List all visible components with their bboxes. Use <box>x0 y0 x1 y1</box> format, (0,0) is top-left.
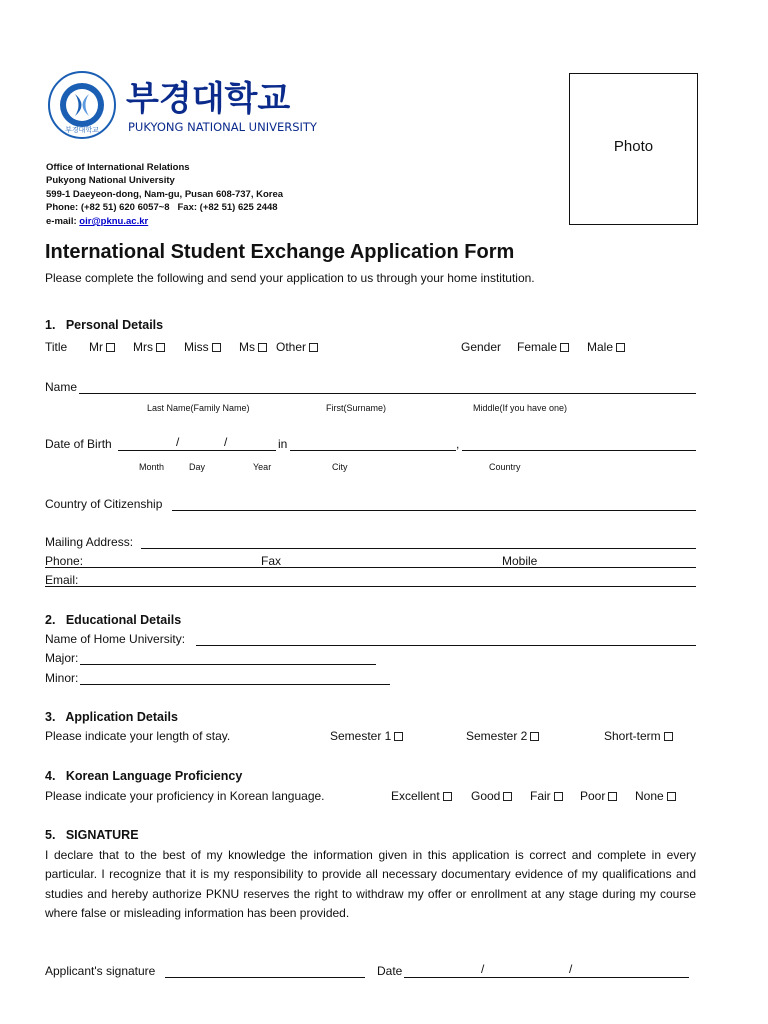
section-personal-heading: 1. Personal Details <box>45 318 164 332</box>
dob-sublabel-country: Country <box>489 462 521 472</box>
gender-label: Gender <box>461 340 502 354</box>
title-label: Title <box>45 340 68 354</box>
photo-label: Photo <box>613 138 654 155</box>
gender-female-checkbox[interactable] <box>560 343 569 352</box>
title-miss-option[interactable] <box>184 340 221 354</box>
minor-field[interactable] <box>80 684 390 685</box>
dob-slash-2: / <box>224 435 228 449</box>
dob-in-label: in <box>278 437 288 451</box>
dob-label: Date of Birth <box>45 437 112 451</box>
contact-email-row <box>46 216 148 227</box>
section-signature-heading: 5. SIGNATURE <box>45 828 139 842</box>
none-option[interactable] <box>635 789 676 803</box>
dob-sublabel-day: Day <box>189 462 206 472</box>
semester-2-option[interactable] <box>466 729 539 743</box>
excellent-option[interactable] <box>391 789 452 803</box>
date-slash-2: / <box>569 962 573 976</box>
korean-proficiency-prompt: Please indicate your proficiency in Korean language. <box>45 789 325 803</box>
gender-female-label: Female <box>517 340 558 354</box>
name-sublabel-last: Last Name(Family Name) <box>147 403 250 413</box>
declaration-text: I declare that to the best of my knowledge the information given in this application is correct and complete in every particular. I recognize that it is my responsibility to provide all necessary documentary evidence of my qualifications and studies and hereby authorize PKNU reserves the right to withdraw my offer or enrollment at any stage during my course where false or misleading information has been provided. <box>45 848 696 920</box>
date-label: Date <box>377 964 403 978</box>
fair-checkbox[interactable] <box>554 792 563 801</box>
birth-city-field[interactable] <box>290 450 456 451</box>
university-logo <box>48 70 338 140</box>
title-mrs-checkbox[interactable] <box>156 343 165 352</box>
email-label: Email: <box>45 573 79 587</box>
date-slash-1: / <box>481 962 485 976</box>
dob-slash-1: / <box>176 435 180 449</box>
semester-2-label: Semester 2 <box>466 729 528 743</box>
contact-email-label: e-mail: <box>46 216 80 227</box>
gender-male-label: Male <box>587 340 614 354</box>
university-seal-icon <box>49 72 115 138</box>
dob-sublabel-year: Year <box>253 462 272 472</box>
birth-country-field[interactable] <box>462 450 696 451</box>
title-other-checkbox[interactable] <box>309 343 318 352</box>
svg-text:부경대학교: 부경대학교 <box>126 79 291 119</box>
contact-address: 599-1 Daeyeon-dong, Nam-gu, Pusan 608-737, Korea <box>46 189 284 200</box>
contact-email-link[interactable]: oir@pknu.ac.kr <box>79 216 149 227</box>
length-of-stay-prompt: Please indicate your length of stay. <box>45 729 231 743</box>
semester-2-checkbox[interactable] <box>530 732 539 741</box>
name-sublabel-first: First(Surname) <box>326 403 387 413</box>
name-field[interactable] <box>79 393 696 394</box>
form-title: International Student Exchange Application Form <box>45 241 515 263</box>
fair-label: Fair <box>530 789 551 803</box>
section-application-heading: 3. Application Details <box>45 710 178 724</box>
major-label: Major: <box>45 651 79 665</box>
poor-checkbox[interactable] <box>608 792 617 801</box>
contact-phone-fax: Phone: (+82 51) 620 6057~8 Fax: (+82 51) 625 2448 <box>46 202 278 213</box>
dob-sublabel-month: Month <box>139 462 165 472</box>
fair-option[interactable] <box>530 789 563 803</box>
title-mr-option[interactable] <box>89 340 115 354</box>
dob-comma: , <box>456 437 460 451</box>
good-label: Good <box>471 789 501 803</box>
title-miss-checkbox[interactable] <box>212 343 221 352</box>
gender-female-option[interactable] <box>517 340 569 354</box>
major-field[interactable] <box>80 664 376 665</box>
home-university-field[interactable] <box>196 645 696 646</box>
title-miss-label: Miss <box>184 340 209 354</box>
excellent-label: Excellent <box>391 789 440 803</box>
applicant-signature-field[interactable] <box>165 977 365 978</box>
good-option[interactable] <box>471 789 512 803</box>
dob-sublabel-city: City <box>332 462 348 472</box>
gender-male-option[interactable] <box>587 340 625 354</box>
semester-1-checkbox[interactable] <box>394 732 403 741</box>
short-term-checkbox[interactable] <box>664 732 673 741</box>
short-term-label: Short-term <box>604 729 661 743</box>
mobile-label: Mobile <box>502 554 538 568</box>
photo-box[interactable] <box>569 73 698 225</box>
phone-fax-mobile-field[interactable] <box>45 567 696 568</box>
name-label: Name <box>45 380 78 394</box>
title-mr-checkbox[interactable] <box>106 343 115 352</box>
title-other-option[interactable] <box>276 340 318 354</box>
none-checkbox[interactable] <box>667 792 676 801</box>
dob-field[interactable] <box>118 450 276 451</box>
email-field[interactable] <box>45 586 696 587</box>
applicant-signature-label: Applicant's signature <box>45 964 156 978</box>
poor-option[interactable] <box>580 789 617 803</box>
excellent-checkbox[interactable] <box>443 792 452 801</box>
contact-office: Office of International Relations <box>46 162 190 173</box>
mailing-address-field[interactable] <box>141 548 696 549</box>
minor-label: Minor: <box>45 671 79 685</box>
title-mrs-label: Mrs <box>133 340 153 354</box>
name-sublabel-middle: Middle(If you have one) <box>473 403 568 413</box>
home-university-label: Name of Home University: <box>45 632 186 646</box>
title-ms-label: Ms <box>239 340 255 354</box>
section-education-heading: 2. Educational Details <box>45 613 182 627</box>
fax-label: Fax <box>261 554 282 568</box>
citizenship-label: Country of Citizenship <box>45 497 163 511</box>
good-checkbox[interactable] <box>503 792 512 801</box>
phone-label: Phone: <box>45 554 84 568</box>
semester-1-option[interactable] <box>330 729 403 743</box>
poor-label: Poor <box>580 789 606 803</box>
title-mrs-option[interactable] <box>133 340 165 354</box>
mailing-address-label: Mailing Address: <box>45 535 134 549</box>
title-ms-option[interactable] <box>239 340 267 354</box>
section-korean-heading: 4. Korean Language Proficiency <box>45 769 243 783</box>
signature-date-field[interactable] <box>404 977 689 978</box>
citizenship-field[interactable] <box>172 510 696 511</box>
gender-male-checkbox[interactable] <box>616 343 625 352</box>
title-other-label: Other <box>276 340 307 354</box>
svg-text:부경대학교: 부경대학교 <box>65 126 99 134</box>
form-subtitle: Please complete the following and send your application to us through your home institution. <box>45 271 535 285</box>
semester-1-label: Semester 1 <box>330 729 392 743</box>
title-mr-label: Mr <box>89 340 103 354</box>
svg-text:PUKYONG NATIONAL UNIVERSITY: PUKYONG NATIONAL UNIVERSITY <box>128 120 317 134</box>
title-ms-checkbox[interactable] <box>258 343 267 352</box>
contact-university: Pukyong National University <box>46 175 175 186</box>
none-label: None <box>635 789 664 803</box>
short-term-option[interactable] <box>604 729 673 743</box>
